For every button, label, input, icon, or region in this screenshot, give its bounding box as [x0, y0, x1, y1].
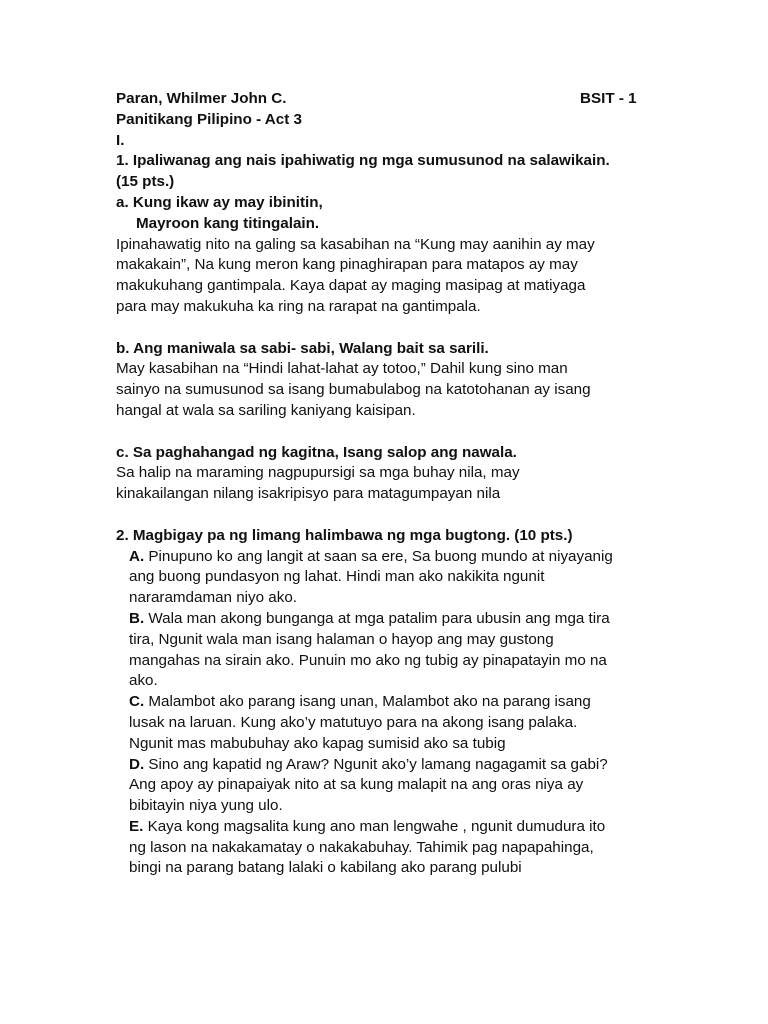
riddle-line: tira, Ngunit wala man isang halaman o hayop ang may gustong [129, 630, 554, 648]
riddle-a [116, 547, 656, 609]
student-name: Paran, Whilmer John C. [116, 90, 287, 107]
paragraph-spacer [116, 318, 656, 339]
riddle-line: nararamdaman niyo ako. [129, 589, 297, 607]
question1-points: (15 pts.) [116, 173, 175, 191]
riddle-text: Malambot ako parang isang unan, Malambot ako na parang isang [144, 693, 591, 711]
answer-a-line: makakain”, Na kung meron kang pinaghirapan para matapos ay may [116, 256, 578, 274]
riddle-letter: A. [129, 547, 145, 565]
paragraph-spacer [116, 422, 656, 443]
riddle-line: bingi na parang batang lalaki o kabilang ako parang pulubi [129, 859, 522, 877]
riddle-letter: B. [129, 609, 145, 627]
riddle-c [116, 692, 656, 754]
answer-a-line: para may makukuha ka ring na rarapat na gantimpala. [116, 297, 481, 315]
riddle-line: ang buong pundasyon ng lahat. Hindi man ako nakikita ngunit [129, 568, 545, 586]
riddle-line [129, 755, 656, 776]
riddle-line [129, 692, 656, 713]
question2-prompt: 2. Magbigay pa ng limang halimbawa ng mga bugtong. (10 pts.) [116, 526, 573, 544]
proverb-a-line2: Mayroon kang titingalain. [136, 214, 320, 232]
question1-prompt: 1. Ipaliwanag ang nais ipahiwatig ng mga sumusunod na salawikain. [116, 152, 610, 170]
student-section: BSIT - 1 [580, 90, 637, 107]
header-row [116, 89, 656, 110]
riddle-line [129, 817, 656, 838]
answer-b-line: May kasabihan na “Hindi lahat-lahat ay totoo,” Dahil kung sino man [116, 360, 568, 378]
proverb-b: b. Ang maniwala sa sabi- sabi, Walang bait sa sarili. [116, 339, 489, 357]
riddle-e [116, 817, 656, 879]
answer-b-line: hangal at wala sa sariling kaniyang kaisipan. [116, 401, 416, 419]
riddle-text: Wala man akong bunganga at mga patalim para ubusin ang mga tira [144, 609, 610, 627]
riddle-d [116, 755, 656, 817]
document-body [116, 89, 656, 879]
paragraph-spacer [116, 505, 656, 526]
riddle-line: ng lason na nakakamatay o nakakabuhay. Tahimik pag napapahinga, [129, 838, 594, 856]
riddle-line [129, 609, 656, 630]
riddle-line: mangahas na sirain ako. Punuin mo ako ng tubig ay pinapatayin mo na [129, 651, 607, 669]
answer-b-line: sainyo na sumusunod sa isang bumabulabog na katotohanan ay isang [116, 381, 591, 399]
proverb-c: c. Sa paghahangad ng kagitna, Isang salop ang nawala. [116, 443, 517, 461]
part-label: I. [116, 131, 125, 149]
riddle-line: ako. [129, 672, 158, 690]
answer-a-line: Ipinahawatig nito na galing sa kasabihan na “Kung may aanihin ay may [116, 235, 595, 253]
riddle-text: Sino ang kapatid ng Araw? Ngunit ako’y lamang nagagamit sa gabi? [144, 755, 608, 773]
answer-a-line: makukuhang gantimpala. Kaya dapat ay maging masipag at matiyaga [116, 277, 586, 295]
riddle-letter: E. [129, 817, 144, 835]
riddle-text: Pinupuno ko ang langit at saan sa ere, Sa buong mundo at niyayanig [144, 547, 613, 565]
answer-c-line: Sa halip na maraming nagpupursigi sa mga buhay nila, may [116, 464, 520, 482]
riddle-text: Kaya kong magsalita kung ano man lengwahe , ngunit dumudura ito [143, 817, 606, 835]
proverb-a-line1: a. Kung ikaw ay may ibinitin, [116, 193, 323, 211]
riddle-line: lusak na laruan. Kung ako’y matutuyo para na akong isang palaka. [129, 713, 578, 731]
riddle-b [116, 609, 656, 692]
riddle-line: bibitayin niya yung ulo. [129, 797, 283, 815]
riddle-line [129, 547, 656, 568]
subject-title: Panitikang Pilipino - Act 3 [116, 110, 302, 128]
riddle-line: Ngunit mas mabubuhay ako kapag sumisid ako sa tubig [129, 734, 506, 752]
riddle-letter: D. [129, 755, 145, 773]
answer-c-line: kinakailangan nilang isakripisyo para matagumpayan nila [116, 485, 501, 503]
riddle-line: Ang apoy ay pinapaiyak nito at sa kung malapit na ang oras niya ay [129, 776, 584, 794]
riddle-letter: C. [129, 693, 145, 711]
